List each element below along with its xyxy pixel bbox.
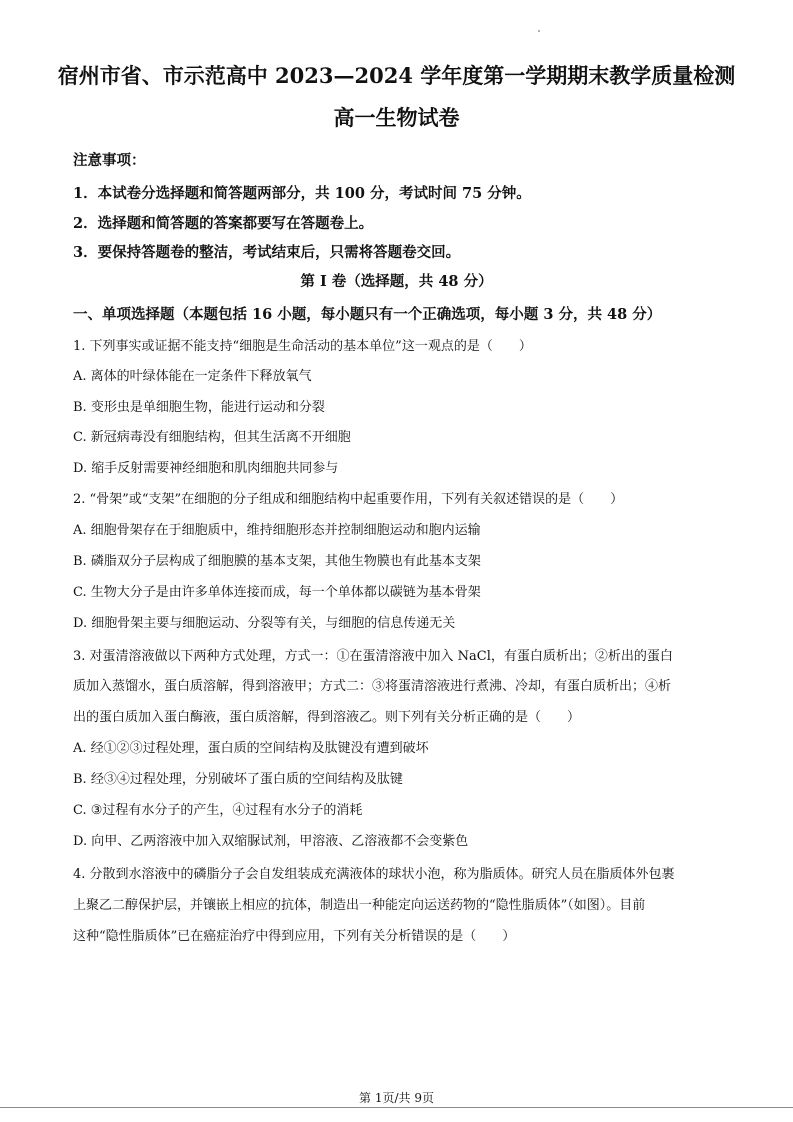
section-title: 第 I 卷（选择题，共 48 分） [300,273,493,290]
footer-divider [0,1107,793,1108]
page-footer: 第 1页/共 9页 [359,1091,434,1105]
answer-option: A. 离体的叶绿体能在一定条件下释放氧气 [73,369,312,384]
part-title: 一、单项选择题（本题包括 16 小题，每小题只有一个正确选项，每小题 3 分，共 48 分） [73,306,662,323]
answer-option: D. 细胞骨架主要与细胞运动、分裂等有关，与细胞的信息传递无关 [73,616,456,631]
question-stem: 出的蛋白质加入蛋白酶液，蛋白质溶解，得到溶液乙。则下列有关分析正确的是（ ） [73,710,581,725]
exam-title: 宿州市省、市示范高中 2023—2024 学年度第一学期期末教学质量检测 [57,63,736,88]
answer-option: D. 缩手反射需要神经细胞和肌肉细胞共同参与 [73,461,339,476]
exam-subtitle: 高一生物试卷 [333,105,460,130]
question-stem: 3. 对蛋清溶液做以下两种方式处理，方式一：①在蛋清溶液中加入 NaCl，有蛋白质析出；②析出的蛋白 [73,649,673,664]
notice-item: 2．选择题和简答题的答案都要写在答题卷上。 [73,215,374,232]
question-stem: 质加入蒸馏水，蛋白质溶解，得到溶液甲；方式二：③将蛋清溶液进行煮沸、冷却，有蛋白质析出；④析 [73,679,672,694]
answer-option: B. 变形虫是单细胞生物，能进行运动和分裂 [73,400,325,415]
notice-item: 3．要保持答题卷的整洁，考试结束后，只需将答题卷交回。 [73,244,461,261]
answer-option: D. 向甲、乙两溶液中加入双缩脲试剂，甲溶液、乙溶液都不会变紫色 [73,834,469,849]
notice-heading: 注意事项： [73,152,146,169]
question-stem: 上聚乙二醇保护层，并镶嵌上相应的抗体，制造出一种能定向运送药物的“隐性脂质体”（如图）。目前 [73,898,646,913]
decorative-dot [538,30,540,32]
question-stem: 4. 分散到水溶液中的磷脂分子会自发组装成充满液体的球状小泡，称为脂质体。研究人员在脂质体外包裹 [73,867,675,882]
answer-option: B. 经③④过程处理，分别破坏了蛋白质的空间结构及肽键 [73,772,403,787]
question-stem: 2. “骨架”或“支架”在细胞的分子组成和细胞结构中起重要作用，下列有关叙述错误的是（ ） [73,492,624,507]
answer-option: B. 磷脂双分子层构成了细胞膜的基本支架，其他生物膜也有此基本支架 [73,554,481,569]
answer-option: C. 新冠病毒没有细胞结构，但其生活离不开细胞 [73,430,351,445]
question-stem: 这种“隐性脂质体”已在癌症治疗中得到应用，下列有关分析错误的是（ ） [73,929,516,944]
notice-item: 1．本试卷分选择题和简答题两部分，共 100 分，考试时间 75 分钟。 [73,185,531,202]
answer-option: A. 经①②③过程处理，蛋白质的空间结构及肽键没有遭到破坏 [73,741,429,756]
answer-option: C. ③过程有水分子的产生，④过程有水分子的消耗 [73,803,363,818]
question-stem: 1. 下列事实或证据不能支持“细胞是生命活动的基本单位”这一观点的是（ ） [73,339,532,354]
answer-option: A. 细胞骨架存在于细胞质中，维持细胞形态并控制细胞运动和胞内运输 [73,523,481,538]
answer-option: C. 生物大分子是由许多单体连接而成，每一个单体都以碳链为基本骨架 [73,585,481,600]
